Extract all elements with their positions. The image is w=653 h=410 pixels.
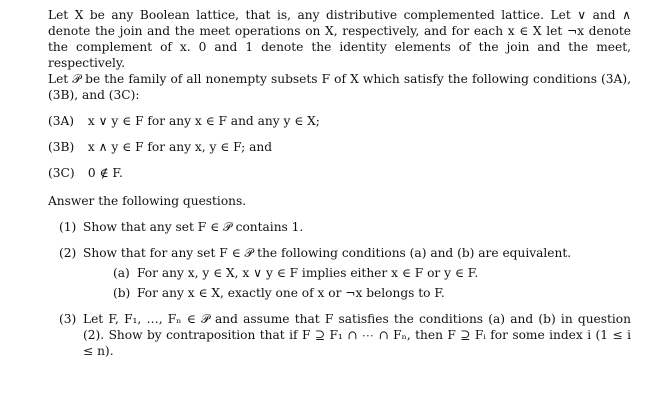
question-text: Show that for any set F ∈ 𝒫 the following conditions (a) and (b) are equivalent. [83, 246, 572, 260]
answer-prompt: Answer the following questions. [48, 194, 247, 208]
condition-3c [48, 165, 631, 181]
condition-3b [48, 139, 631, 155]
question-number: (3) [59, 312, 77, 326]
question-number: (2) [59, 246, 77, 260]
sub-condition-text: For any x ∈ X, exactly one of x or ¬x belongs to F. [137, 286, 445, 300]
sub-condition-b [113, 285, 631, 301]
condition-text: 0 ∉ F. [87, 166, 123, 180]
sub-condition-a [113, 265, 631, 281]
condition-label: (3B) [48, 140, 75, 154]
sub-condition-text: For any x, y ∈ X, x ∨ y ∈ F implies either x ∈ F or y ∈ F. [137, 266, 479, 280]
sub-condition-number: (a) [113, 266, 130, 280]
question-1 [59, 219, 631, 235]
question-text: Show that any set F ∈ 𝒫 contains 1. [83, 220, 304, 234]
condition-3a [48, 113, 631, 129]
sub-condition-number: (b) [113, 286, 131, 300]
condition-text: x ∧ y ∈ F for any x, y ∈ F; and [87, 140, 273, 154]
question-body [83, 245, 631, 301]
condition-label: (3A) [48, 114, 75, 128]
question-text: Let F, F₁, …, Fₙ ∈ 𝒫 and assume that F satisfies the conditions (a) and (b) in question (2). Show by contraposition that if F ⊇ F₁ ∩ ⋯ ∩ Fₙ, then F ⊇ Fᵢ for some index i (1 ≤ i ≤ n). [83, 312, 631, 358]
condition-label: (3C) [48, 166, 75, 180]
intro-paragraph-2: Let 𝒫 be the family of all nonempty subsets F of X which satisfy the following conditions (3A), (3B), and (3C): [48, 72, 631, 102]
question-number: (1) [59, 220, 77, 234]
condition-text: x ∨ y ∈ F for any x ∈ F and any y ∈ X; [87, 114, 320, 128]
question-3 [59, 311, 631, 359]
question-2 [59, 245, 631, 301]
intro-paragraph-1: Let X be any Boolean lattice, that is, any distributive complemented lattice. Let ∨ and ∧ denote the join and the meet operations on X, respectively, and for each x ∈ X let ¬x denote the complement of x. 0 and 1 denote the identity elements of the join and the meet, respectively. [48, 8, 631, 70]
